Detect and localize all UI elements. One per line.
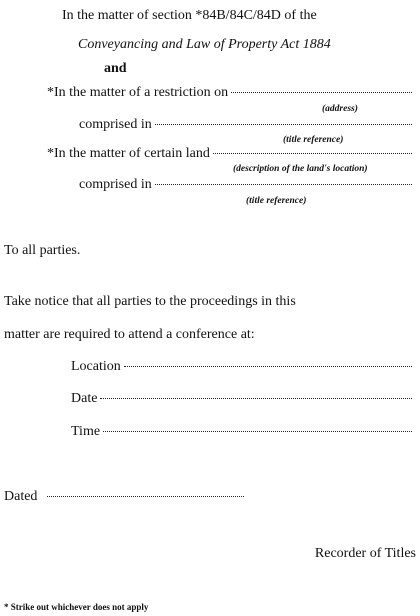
land-label: *In the matter of certain land xyxy=(47,146,210,161)
and-connector: and xyxy=(104,61,127,76)
comprised-in-label: comprised in xyxy=(79,177,152,192)
dated-row xyxy=(4,489,244,505)
land-location-caption: (description of the land's location) xyxy=(233,164,368,174)
location-field[interactable] xyxy=(124,366,412,367)
land-title-reference-field[interactable] xyxy=(155,184,412,185)
date-row xyxy=(71,391,412,407)
title-reference-caption: (title reference) xyxy=(246,196,307,206)
to-all-parties: To all parties. xyxy=(4,243,81,258)
time-row xyxy=(71,424,412,440)
land-row xyxy=(47,146,412,162)
restriction-title-reference-field[interactable] xyxy=(155,124,412,125)
form-heading-line: In the matter of section *84B/84C/84D of the xyxy=(62,8,317,23)
time-field[interactable] xyxy=(103,431,412,432)
recorder-signature: Recorder of Titles xyxy=(314,546,416,561)
location-label: Location xyxy=(71,359,121,374)
restriction-comprised-row xyxy=(79,117,412,133)
footnote: * Strike out whichever does not apply xyxy=(4,602,149,612)
dated-field[interactable] xyxy=(47,496,244,497)
title-reference-caption: (title reference) xyxy=(283,135,344,145)
address-caption: (address) xyxy=(322,104,358,114)
notice-text: Take notice that all parties to the proceedings in this xyxy=(4,294,296,309)
time-label: Time xyxy=(71,424,101,439)
comprised-in-label: comprised in xyxy=(79,117,152,132)
act-title: Conveyancing and Law of Property Act 1884 xyxy=(78,37,331,52)
restriction-label: *In the matter of a restriction on xyxy=(47,85,229,100)
land-location-field[interactable] xyxy=(213,153,412,154)
date-label: Date xyxy=(71,391,98,406)
date-field[interactable] xyxy=(100,398,412,399)
address-field[interactable] xyxy=(231,92,412,93)
dated-label: Dated xyxy=(4,489,38,504)
notice-text: matter are required to attend a conference at: xyxy=(4,327,255,342)
land-comprised-row xyxy=(79,177,412,193)
restriction-row xyxy=(47,85,412,101)
location-row xyxy=(71,359,412,375)
